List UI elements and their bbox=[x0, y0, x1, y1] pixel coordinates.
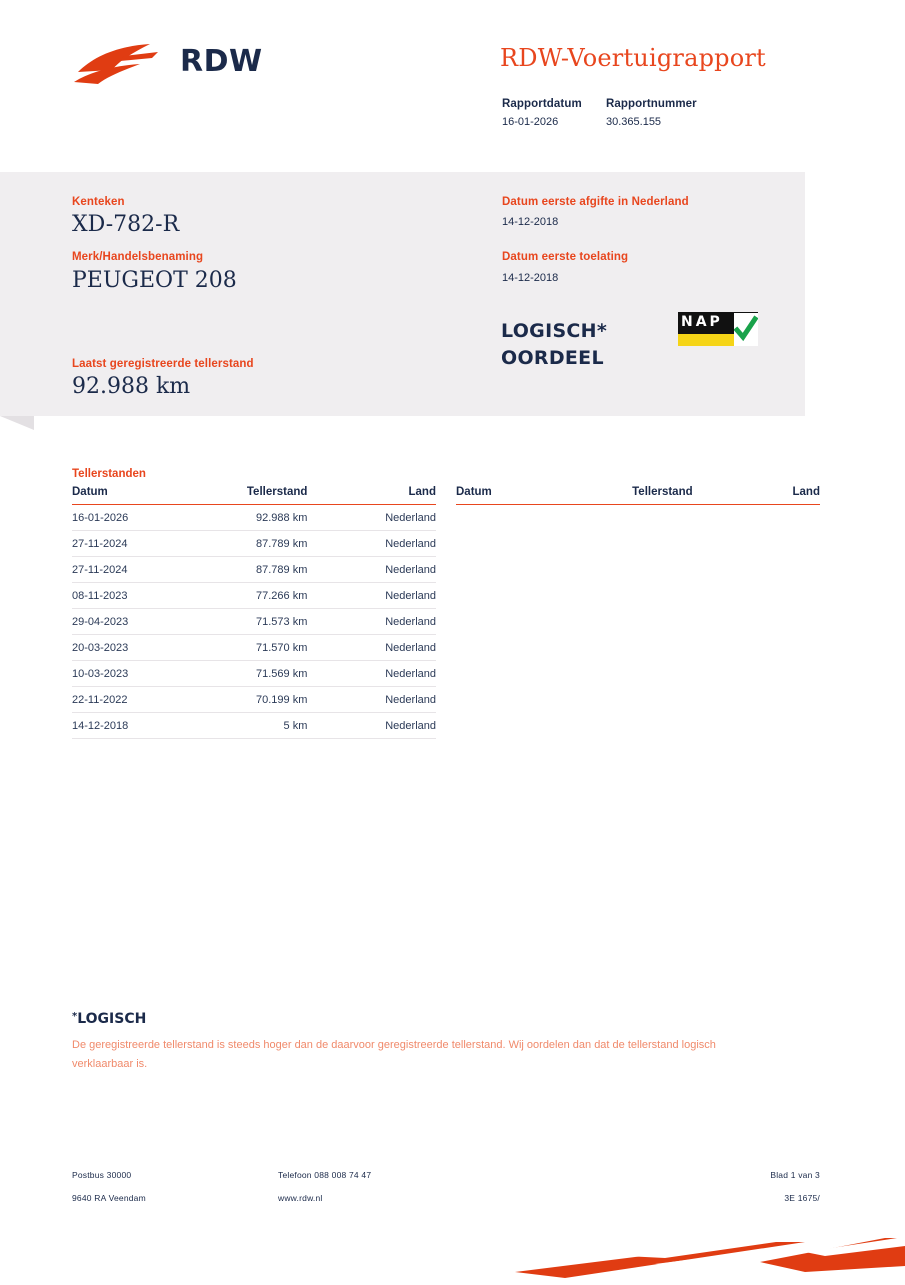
report-date-label: Rapportdatum bbox=[502, 98, 582, 110]
footer-address bbox=[72, 1170, 146, 1203]
report-date-value: 16-01-2026 bbox=[502, 116, 559, 128]
logisch-note-body: De geregistreerde tellerstand is steeds hoger dan de daarvoor geregistreerde tellerstand. Wij oordelen dan dat de tellerstand logisch verklaarbaar is. bbox=[72, 1039, 716, 1070]
report-number-label: Rapportnummer bbox=[606, 98, 697, 110]
table-row bbox=[72, 557, 436, 583]
table-cell-stand: 87.789 km bbox=[185, 557, 325, 583]
report-number-value: 30.365.155 bbox=[606, 116, 662, 128]
table-cell-stand: 87.789 km bbox=[185, 531, 325, 557]
footer-website[interactable]: www.rdw.nl bbox=[278, 1193, 323, 1203]
rdw-arrow-icon bbox=[72, 42, 172, 86]
logisch-note-title bbox=[72, 1011, 146, 1027]
footer-contact bbox=[278, 1170, 371, 1203]
table-row bbox=[72, 505, 436, 531]
table-cell-land: Nederland bbox=[325, 609, 436, 635]
table-cell-stand: 71.570 km bbox=[185, 635, 325, 661]
table-cell-land: Nederland bbox=[325, 557, 436, 583]
table-cell-land: Nederland bbox=[325, 583, 436, 609]
table-cell-datum: 27-11-2024 bbox=[72, 557, 185, 583]
footer-phone: Telefoon 088 008 74 47 bbox=[278, 1170, 372, 1180]
tellerstanden-table-left bbox=[72, 486, 436, 739]
report-number-block bbox=[606, 98, 697, 128]
table-cell-datum: 29-04-2023 bbox=[72, 609, 185, 635]
tellerstanden-table-right bbox=[456, 486, 820, 505]
report-meta bbox=[502, 98, 832, 128]
table-cell-datum: 20-03-2023 bbox=[72, 635, 185, 661]
table-cell-datum: 14-12-2018 bbox=[72, 713, 185, 739]
logisch-note-title-text: LOGISCH bbox=[77, 1011, 147, 1027]
logisch-note-star: * bbox=[72, 1011, 78, 1022]
merk-value: PEUGEOT 208 bbox=[72, 268, 237, 293]
kenteken-value: XD-782-R bbox=[72, 212, 180, 237]
table-row bbox=[72, 609, 436, 635]
report-title: RDW-Voertuigrapport bbox=[500, 44, 766, 72]
nap-check-icon bbox=[734, 313, 758, 346]
footer-pageinfo bbox=[770, 1170, 820, 1203]
merk-label: Merk/Handelsbenaming bbox=[72, 251, 204, 263]
tellerstanden-rows bbox=[72, 505, 436, 739]
report-date-block bbox=[502, 98, 606, 128]
table-cell-datum: 16-01-2026 bbox=[72, 505, 185, 531]
table-cell-land: Nederland bbox=[325, 635, 436, 661]
table-cell-datum: 10-03-2023 bbox=[72, 661, 185, 687]
table-cell-stand: 71.569 km bbox=[185, 661, 325, 687]
table-cell-datum: 08-11-2023 bbox=[72, 583, 185, 609]
table-cell-datum: 27-11-2024 bbox=[72, 531, 185, 557]
laatste-tellerstand-label: Laatst geregistreerde tellerstand bbox=[72, 358, 254, 370]
rdw-logo bbox=[72, 32, 332, 92]
table-cell-stand: 92.988 km bbox=[185, 505, 325, 531]
table-cell-land: Nederland bbox=[325, 505, 436, 531]
table-header-row bbox=[72, 486, 436, 505]
table-cell-land: Nederland bbox=[325, 661, 436, 687]
table-cell-land: Nederland bbox=[325, 687, 436, 713]
table-cell-stand: 77.266 km bbox=[185, 583, 325, 609]
footer-address-line-1: Postbus 30000 bbox=[72, 1170, 132, 1180]
table-cell-land: Nederland bbox=[325, 713, 436, 739]
col-land: Land bbox=[325, 486, 436, 505]
footer-stripes-graphic bbox=[505, 1232, 905, 1280]
nap-logo bbox=[678, 312, 758, 346]
col-tellerstand: Tellerstand bbox=[570, 486, 711, 505]
table-cell-land: Nederland bbox=[325, 531, 436, 557]
table-header-row bbox=[456, 486, 820, 505]
eerste-afgifte-label: Datum eerste afgifte in Nederland bbox=[502, 196, 689, 208]
table-cell-stand: 5 km bbox=[185, 713, 325, 739]
col-tellerstand: Tellerstand bbox=[185, 486, 325, 505]
table-row bbox=[72, 713, 436, 739]
laatste-tellerstand-value: 92.988 km bbox=[72, 374, 191, 399]
footer-page-number: Blad 1 van 3 bbox=[770, 1170, 820, 1180]
rdw-logo-text: RDW bbox=[180, 44, 263, 79]
table-row bbox=[72, 661, 436, 687]
eerste-toelating-label: Datum eerste toelating bbox=[502, 251, 629, 263]
eerste-toelating-value: 14-12-2018 bbox=[502, 272, 559, 284]
col-land: Land bbox=[711, 486, 820, 505]
oordeel-line-2: OORDEEL bbox=[501, 347, 604, 369]
table-cell-datum: 22-11-2022 bbox=[72, 687, 185, 713]
table-row bbox=[72, 583, 436, 609]
eerste-afgifte-value: 14-12-2018 bbox=[502, 216, 559, 228]
nap-yellow-bar bbox=[678, 334, 738, 346]
nap-letters: NAP bbox=[681, 314, 723, 330]
col-datum: Datum bbox=[456, 486, 570, 505]
col-datum: Datum bbox=[72, 486, 185, 505]
table-row bbox=[72, 635, 436, 661]
panel-fold-corner bbox=[0, 416, 34, 430]
table-cell-stand: 71.573 km bbox=[185, 609, 325, 635]
oordeel-line-1: LOGISCH* bbox=[501, 320, 608, 342]
table-cell-stand: 70.199 km bbox=[185, 687, 325, 713]
table-row bbox=[72, 531, 436, 557]
kenteken-label: Kenteken bbox=[72, 196, 125, 208]
footer-address-line-2: 9640 RA Veendam bbox=[72, 1193, 146, 1203]
footer-form-code: 3E 1675/ bbox=[784, 1193, 820, 1203]
oordeel-block bbox=[501, 318, 607, 372]
tellerstanden-title: Tellerstanden bbox=[72, 468, 146, 480]
table-row bbox=[72, 687, 436, 713]
